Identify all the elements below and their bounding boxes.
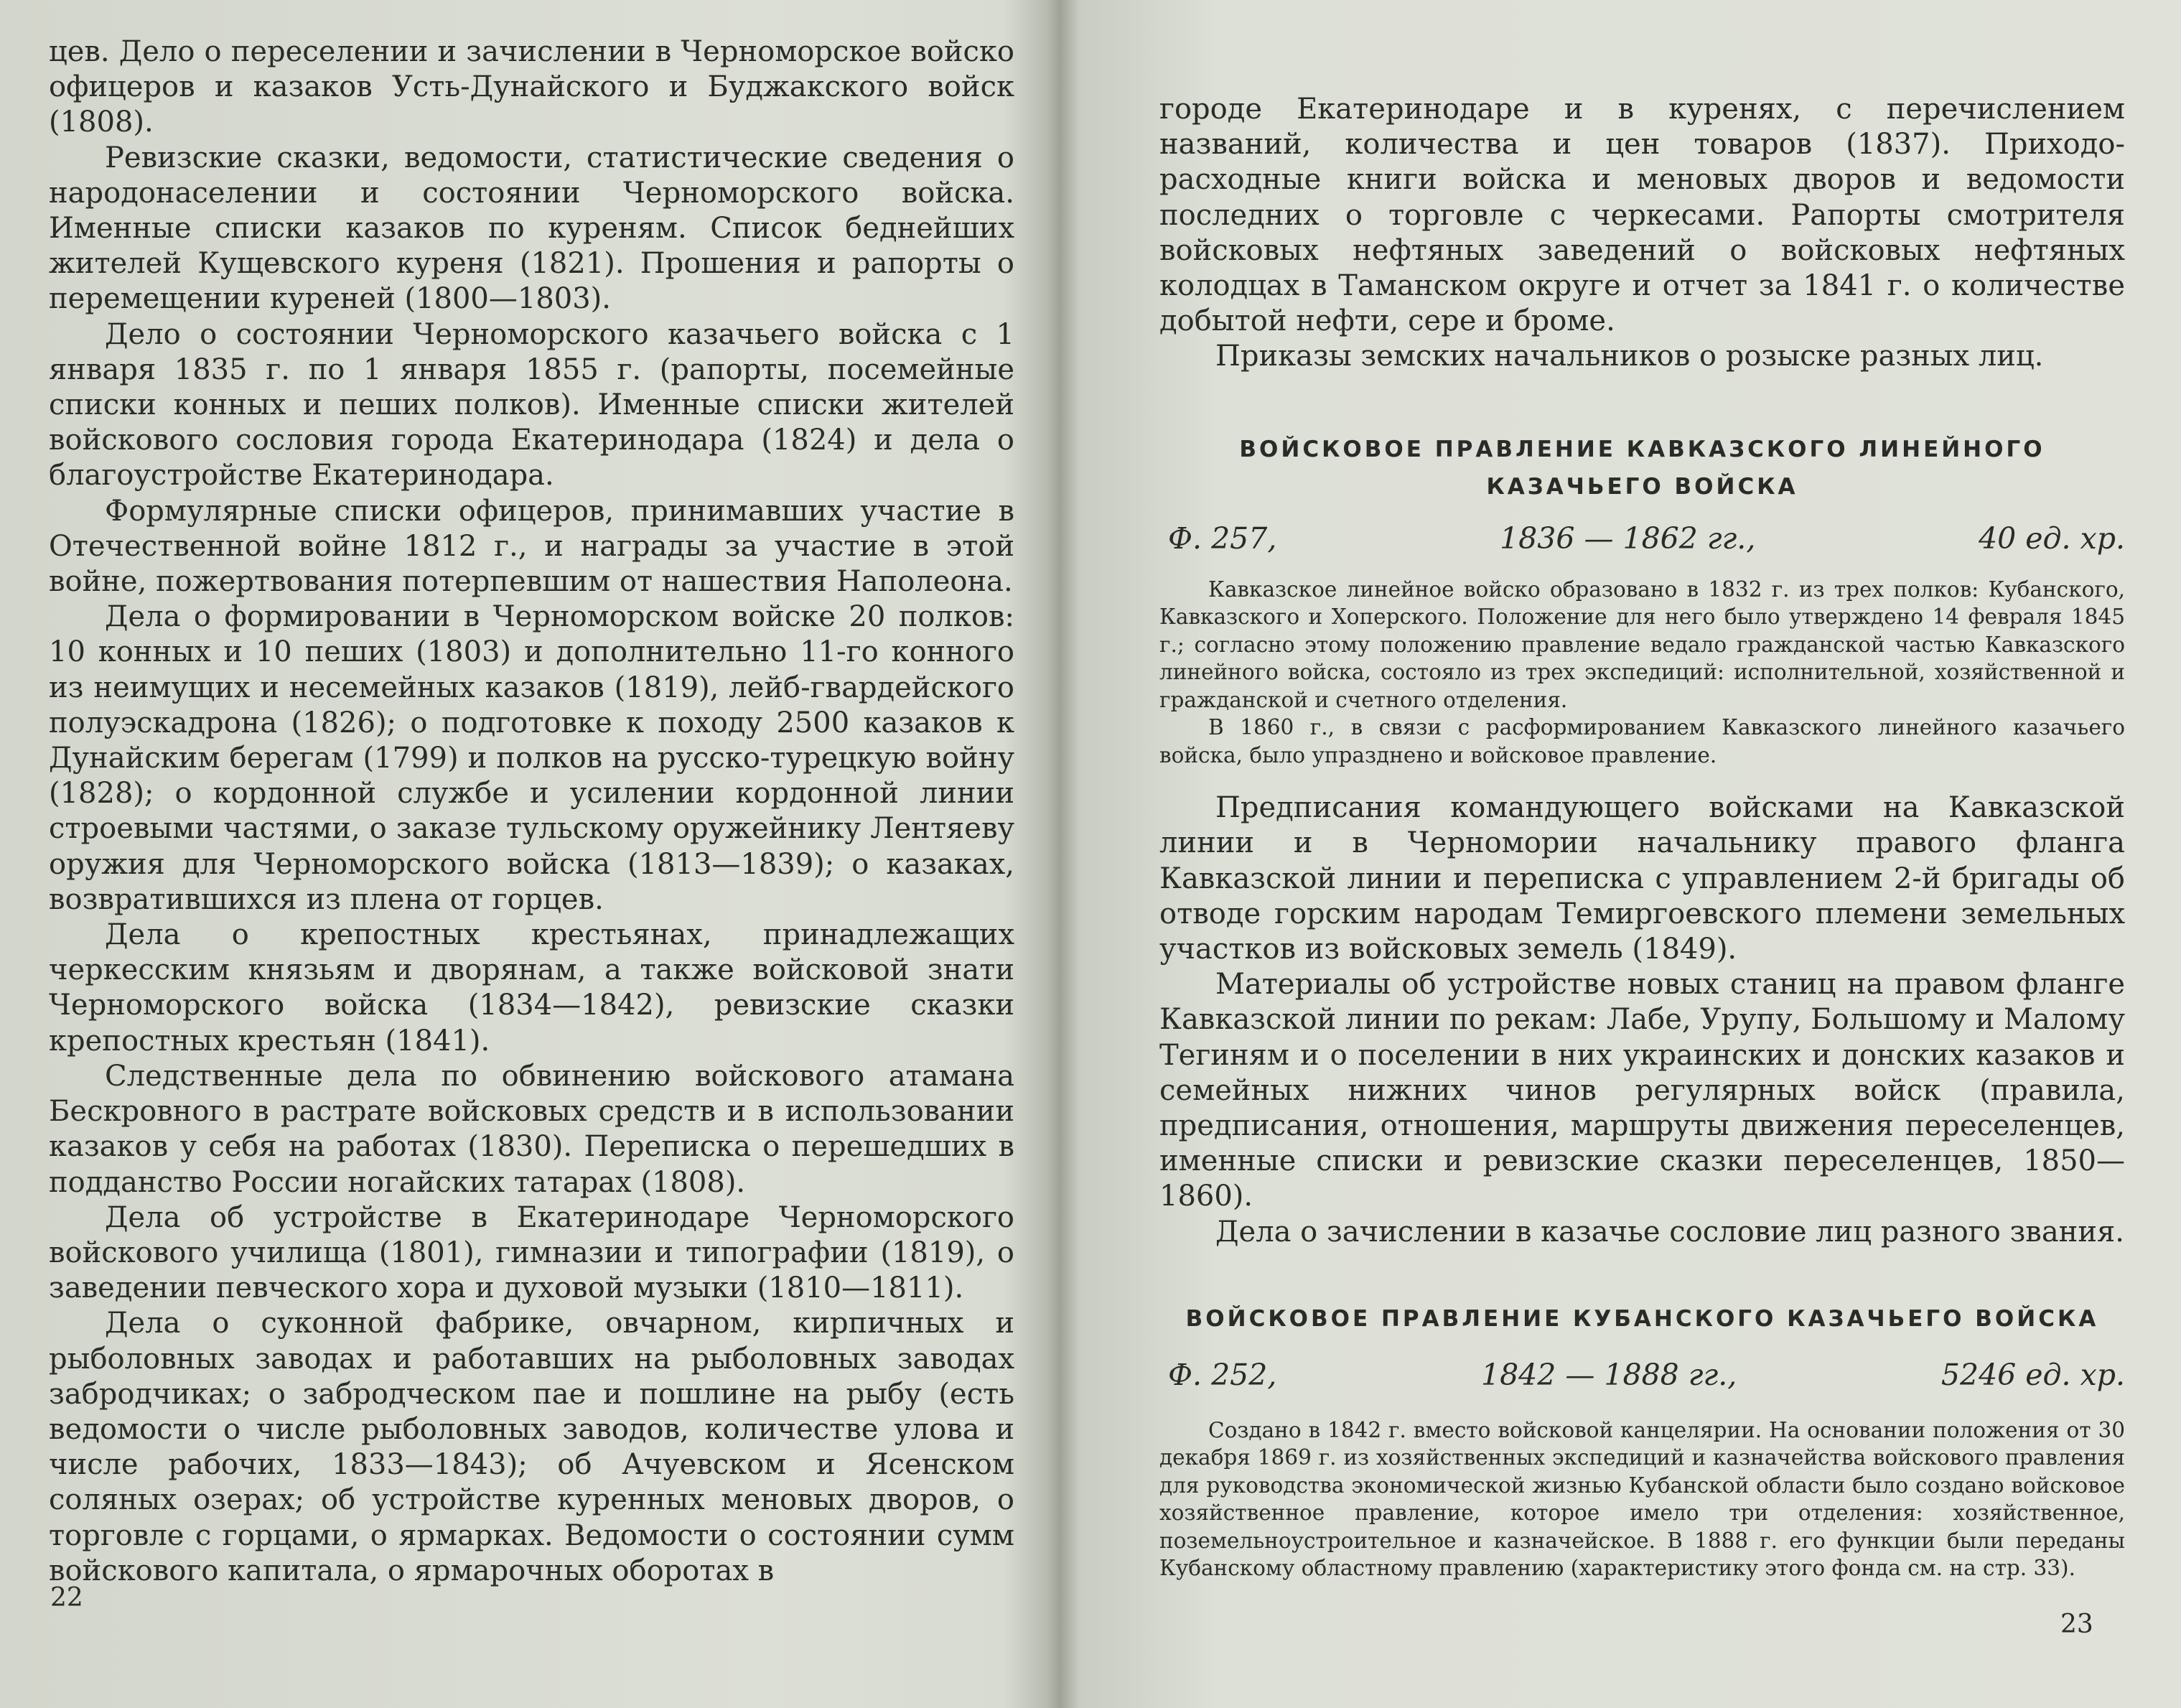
- page-number: 23: [2060, 1610, 2093, 1639]
- fond-number: Ф. 257,: [1168, 521, 1277, 556]
- page-number: 22: [50, 1583, 83, 1613]
- left-text-column: [49, 34, 1014, 1589]
- paragraph: Дело о состоянии Черноморского казачьего войска с 1 января 1835 г. по 1 января 1855 г. (рапорты, посемейные списки конных и пеших полков). Именные списки жителей войскового сословия города Екатеринодара (1824) и дела о благоустройстве Екатеринодара.: [49, 317, 1014, 493]
- fond-units: 40 ед. хр.: [1979, 521, 2125, 556]
- section-heading: ВОЙСКОВОЕ ПРАВЛЕНИЕ КУБАНСКОГО КАЗАЧЬЕГО ВОЙСКА: [1185, 1305, 2099, 1332]
- fond-years: 1842 — 1888 гг.,: [1481, 1357, 1737, 1392]
- paragraph: Материалы об устройстве новых станиц на правом фланге Кавказской линии по рекам: Лабе, Урупу, Большому и Малому Тегиням и о поселении в них украинских и донских казаков и семейных нижних чинов регулярных войск (правила, предписания, отношения, маршруты движения переселенцев, именные списки и ревизские сказки переселенцев, 1850—1860).: [1159, 968, 2125, 1213]
- paragraph: Дела о крепостных крестьянах, принадлежащих черкесским князьям и дворянам, а также войсковой знати Черноморского войска (1834—1842), ревизские сказки крепостных крестьян (1841).: [49, 918, 1014, 1058]
- section-note: Кавказское линейное войско образовано в 1832 г. из трех полков: Кубанского, Кавказского и Хоперского. Положение для него было утверждено 14 февраля 1845 г.; согласно этому положению правление ведало гражданской частью Кавказского линейного войска, состояло из трех экспедиций: исполнительной, хозяйственной и гражданской и счетного отделения.: [1159, 577, 2125, 712]
- fond-units: 5246 ед. хр.: [1941, 1357, 2125, 1392]
- paragraph: Предписания командующего войсками на Кавказской линии и в Черномории начальнику правого фланга Кавказской линии и переписка с управлением 2-й бригады об отводе горским народам Темиргоевского племени земельных участков из войсковых земель (1849).: [1159, 791, 2125, 966]
- section-note: Создано в 1842 г. вместо войсковой канцелярии. На основании положения от 30 декабря 1869 г. из хозяйственных экспедиций и казначейства войскового правления для руководства экономической жизнью Кубанской области было создано войсковое хозяйственное правление, которое имело три отделения: хозяйственное, поземельноустроительное и казначейское. В 1888 г. его функции были переданы Кубанскому областному правлению (характеристику этого фонда см. на стр. 33).: [1159, 1417, 2125, 1581]
- section-note: В 1860 г., в связи с расформированием Кавказского линейного казачьего войска, было упразднено и войсковое правление.: [1159, 715, 2125, 767]
- paragraph: Дела об устройстве в Екатеринодаре Черноморского войскового училища (1801), гимназии и типографии (1819), о заведении певческого хора и духовой музыки (1810—1811).: [49, 1200, 1014, 1305]
- paragraph: городе Екатеринодаре и в куренях, с перечислением названий, количества и цен товаров (1837). Приходо-расходные книги войска и меновых дворов и ведомости последних о торговле с черкесами. Рапорты смотрителя войсковых нефтяных заведений о войсковых нефтяных колодцах в Таманском округе и отчет за 1841 г. о количестве добытой нефти, сере и броме.: [1159, 93, 2125, 338]
- paragraph: цев. Дело о переселении и зачислении в Черноморское войско офицеров и казаков Усть-Дунайского и Буджакского войск (1808).: [49, 35, 1014, 139]
- section-heading: ВОЙСКОВОЕ ПРАВЛЕНИЕ КАВКАЗСКОГО ЛИНЕЙНОГО КАЗАЧЬЕГО ВОЙСКА: [1239, 436, 2045, 500]
- paragraph: Дела о формировании в Черноморском войске 20 полков: 10 конных и 10 пеших (1803) и дополнительно 11-го конного из неимущих и несемейных казаков (1819), лейб-гвардейского полуэскадрона (1826); о подготовке к походу 2500 казаков к Дунайским берегам (1799) и полков на русско-турецкую войну (1828); о кордонной службе и усилении кордонной линии строевыми частями, о заказе тульскому оружейнику Лентяеву оружия для Черноморского войска (1813—1839); о казаках, возвратившихся из плена от горцев.: [49, 600, 1014, 916]
- paragraph: Ревизские сказки, ведомости, статистические сведения о народонаселении и состоянии Черноморского войска. Именные списки казаков по куреням. Список беднейших жителей Кущевского куреня (1821). Прошения и рапорты о перемещении куреней (1800—1803).: [49, 141, 1014, 316]
- fond-number: Ф. 252,: [1168, 1357, 1277, 1392]
- fond-years: 1836 — 1862 гг.,: [1500, 521, 1756, 556]
- paragraph: Приказы земских начальников о розыске разных лиц.: [1215, 340, 2044, 373]
- right-text-column: [1159, 92, 2125, 1582]
- paragraph: Дела о суконной фабрике, овчарном, кирпичных и рыболовных заводах и работавших на рыболовных заводах забродчиках; о забродческом пае и пошлине на рыбу (есть ведомости о числе рыболовных заводов, количестве улова и числе рабочих, 1833—1843); об Ачуевском и Ясенском соляных озерах; об устройстве куренных меновых дворов, о торговле с горцами, о ярмарках. Ведомости о состоянии сумм войскового капитала, о ярмарочных оборотах в: [49, 1307, 1014, 1587]
- fond-info-line: [1159, 1353, 2125, 1396]
- paragraph: Дела о зачислении в казачье сословие лиц разного звания.: [1215, 1215, 2124, 1249]
- paragraph: Следственные дела по обвинению войскового атамана Бескровного в растрате войсковых средств и в использовании казаков у себя на работах (1830). Переписка о перешедших в подданство России ногайских татарах (1808).: [49, 1059, 1014, 1199]
- paragraph: Формулярные списки офицеров, принимавших участие в Отечественной войне 1812 г., и награды за участие в этой войне, пожертвования потерпевшим от нашествия Наполеона.: [49, 494, 1014, 599]
- fond-info-line: [1159, 517, 2125, 560]
